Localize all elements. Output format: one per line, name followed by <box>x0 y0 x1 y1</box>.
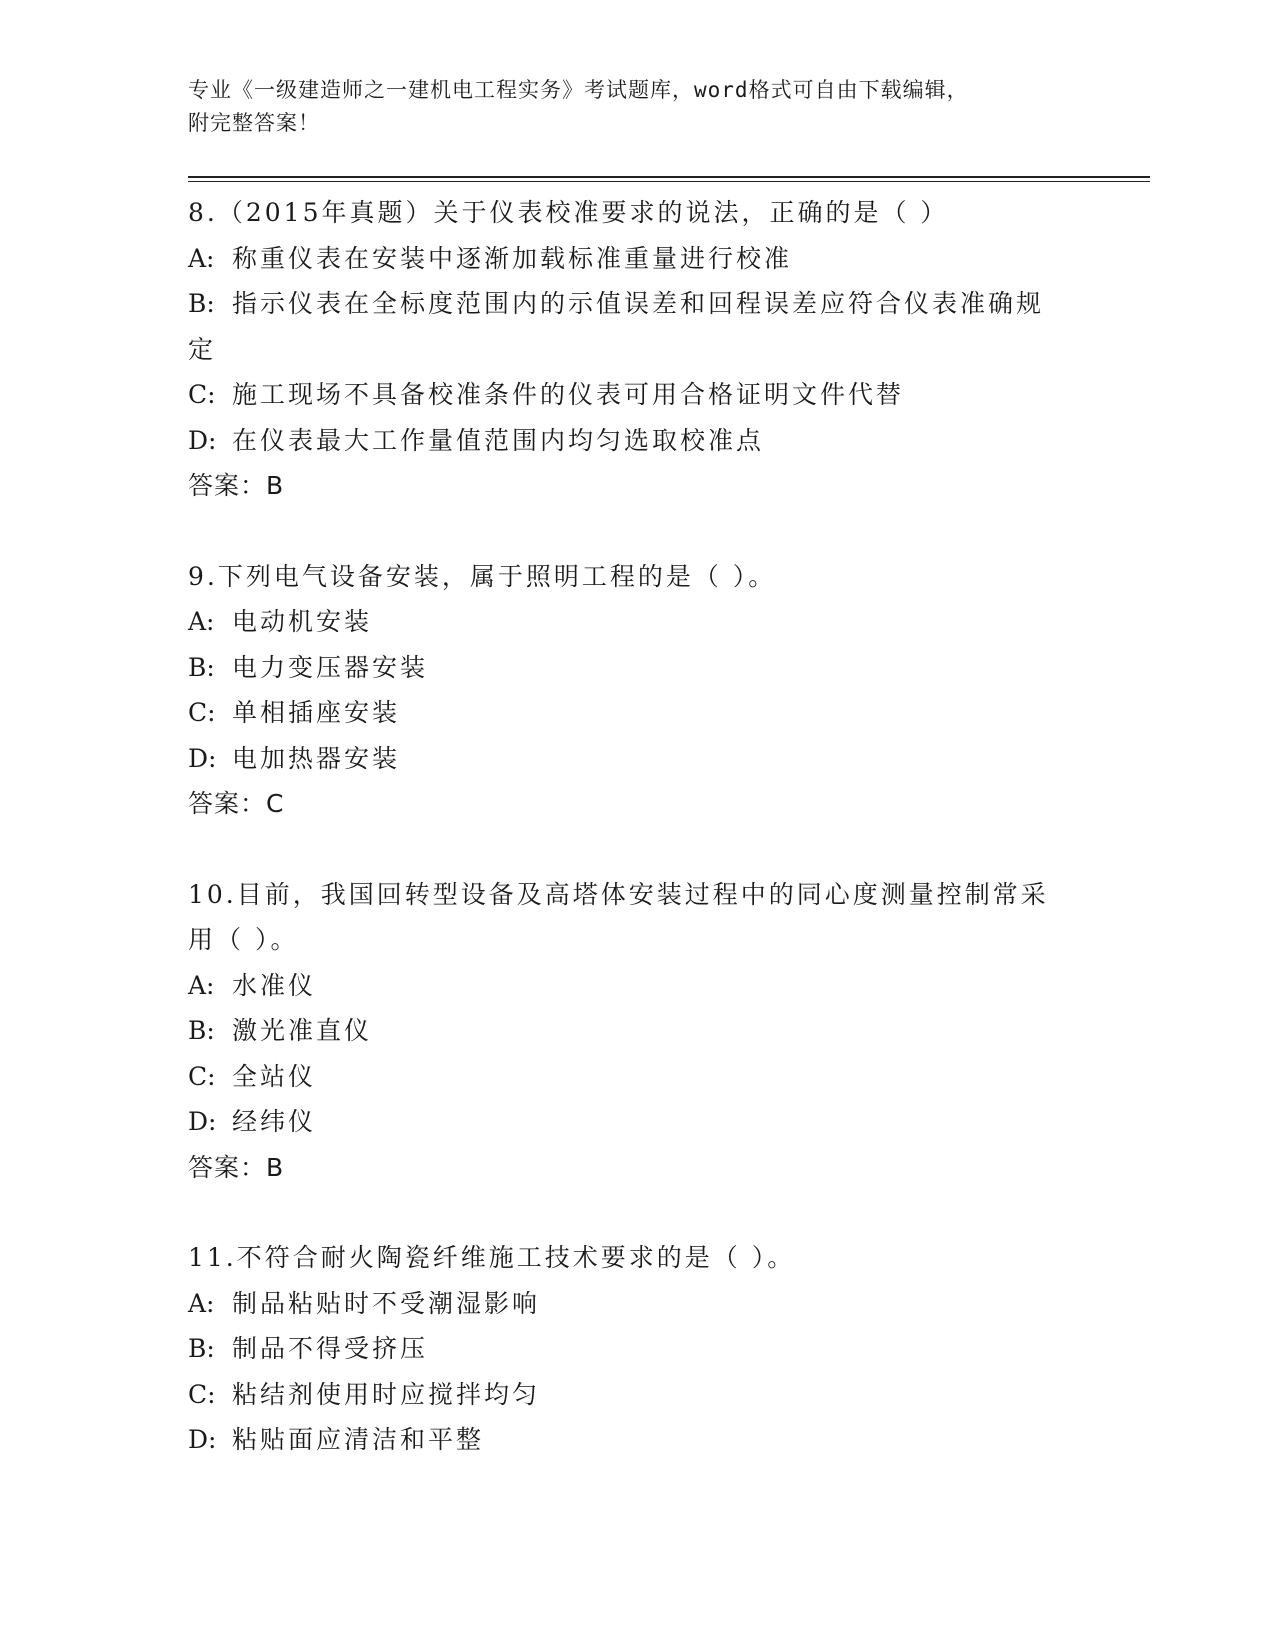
option-a <box>188 599 1088 645</box>
option-b <box>188 1326 1088 1372</box>
header-line-2: 附完整答案！ <box>188 111 320 135</box>
option-key: C: <box>188 698 216 727</box>
option-text: 电力变压器安装 <box>232 652 429 682</box>
question-8 <box>188 190 1088 509</box>
header-divider-thin <box>188 181 1150 182</box>
document-header <box>188 74 1068 140</box>
option-b <box>188 1008 1088 1054</box>
option-text: 粘结剂使用时应搅拌均匀 <box>232 1379 541 1409</box>
question-10 <box>188 872 1088 1191</box>
option-d <box>188 736 1088 782</box>
option-text: 电动机安装 <box>232 607 373 636</box>
question-stem: 10.目前，我国回转型设备及高塔体安装过程中的同心度测量控制常采 <box>188 879 1049 909</box>
header-divider-thick <box>188 176 1150 178</box>
option-a <box>188 963 1088 1009</box>
option-key: A: <box>188 243 215 273</box>
option-text: 水准仪 <box>232 970 317 1000</box>
question-9 <box>188 554 1088 827</box>
header-line-1: 专业《一级建造师之一建机电工程实务》考试题库，word格式可自由下载编辑， <box>188 78 969 102</box>
option-text: 电加热器安装 <box>232 743 401 773</box>
option-key: C: <box>188 1379 216 1409</box>
question-spacer <box>188 509 1088 554</box>
option-text: 指示仪表在全标度范围内的示值误差和回程误差应符合仪表准确规 <box>232 289 1045 318</box>
option-key: B: <box>188 1334 215 1363</box>
option-key: D: <box>188 425 217 455</box>
option-key: A: <box>188 1288 215 1318</box>
question-list <box>188 190 1088 1463</box>
option-c <box>188 1372 1088 1418</box>
option-c <box>188 690 1088 736</box>
option-text: 经纬仪 <box>232 1107 317 1136</box>
option-b <box>188 281 1088 327</box>
option-text: 在仪表最大工作量值范围内均匀选取校准点 <box>232 425 765 455</box>
option-d <box>188 418 1088 464</box>
question-stem: 8.（2015年真题）关于仪表校准要求的说法，正确的是（ ） <box>188 198 949 227</box>
option-c <box>188 372 1088 418</box>
option-c <box>188 1054 1088 1100</box>
option-text: 粘贴面应清洁和平整 <box>232 1425 485 1454</box>
option-key: A: <box>188 607 215 636</box>
question-11 <box>188 1235 1088 1463</box>
option-key: B: <box>188 289 215 318</box>
option-text: 单相插座安装 <box>232 698 401 727</box>
option-key: C: <box>188 380 216 409</box>
option-key: B: <box>188 652 215 682</box>
question-stem: 9.下列电气设备安装，属于照明工程的是（ ）。 <box>188 561 777 591</box>
option-key: D: <box>188 1425 217 1454</box>
question-spacer <box>188 1190 1088 1235</box>
option-text: 制品粘贴时不受潮湿影响 <box>232 1288 541 1318</box>
option-key: B: <box>188 1016 215 1045</box>
option-a <box>188 1281 1088 1327</box>
option-key: D: <box>188 1107 217 1136</box>
option-text: 激光准直仪 <box>232 1016 373 1045</box>
answer: 答案：C <box>188 789 285 818</box>
option-text: 称重仪表在安装中逐渐加载标准重量进行校准 <box>232 243 793 273</box>
option-key: A: <box>188 970 215 1000</box>
option-key: C: <box>188 1061 216 1091</box>
option-text: 施工现场不具备校准条件的仪表可用合格证明文件代替 <box>232 380 905 409</box>
answer: 答案：B <box>188 1152 285 1182</box>
option-text: 制品不得受挤压 <box>232 1334 429 1363</box>
option-d <box>188 1417 1088 1463</box>
option-b <box>188 645 1088 691</box>
question-stem: 11.不符合耐火陶瓷纤维施工技术要求的是（ ）。 <box>188 1243 796 1272</box>
option-b-continued: 定 <box>188 334 217 364</box>
option-d <box>188 1099 1088 1145</box>
answer: 答案：B <box>188 471 285 500</box>
option-text: 全站仪 <box>232 1061 317 1091</box>
option-key: D: <box>188 743 217 773</box>
question-stem-continued: 用（ ）。 <box>188 925 299 954</box>
question-spacer <box>188 827 1088 872</box>
option-a <box>188 236 1088 282</box>
